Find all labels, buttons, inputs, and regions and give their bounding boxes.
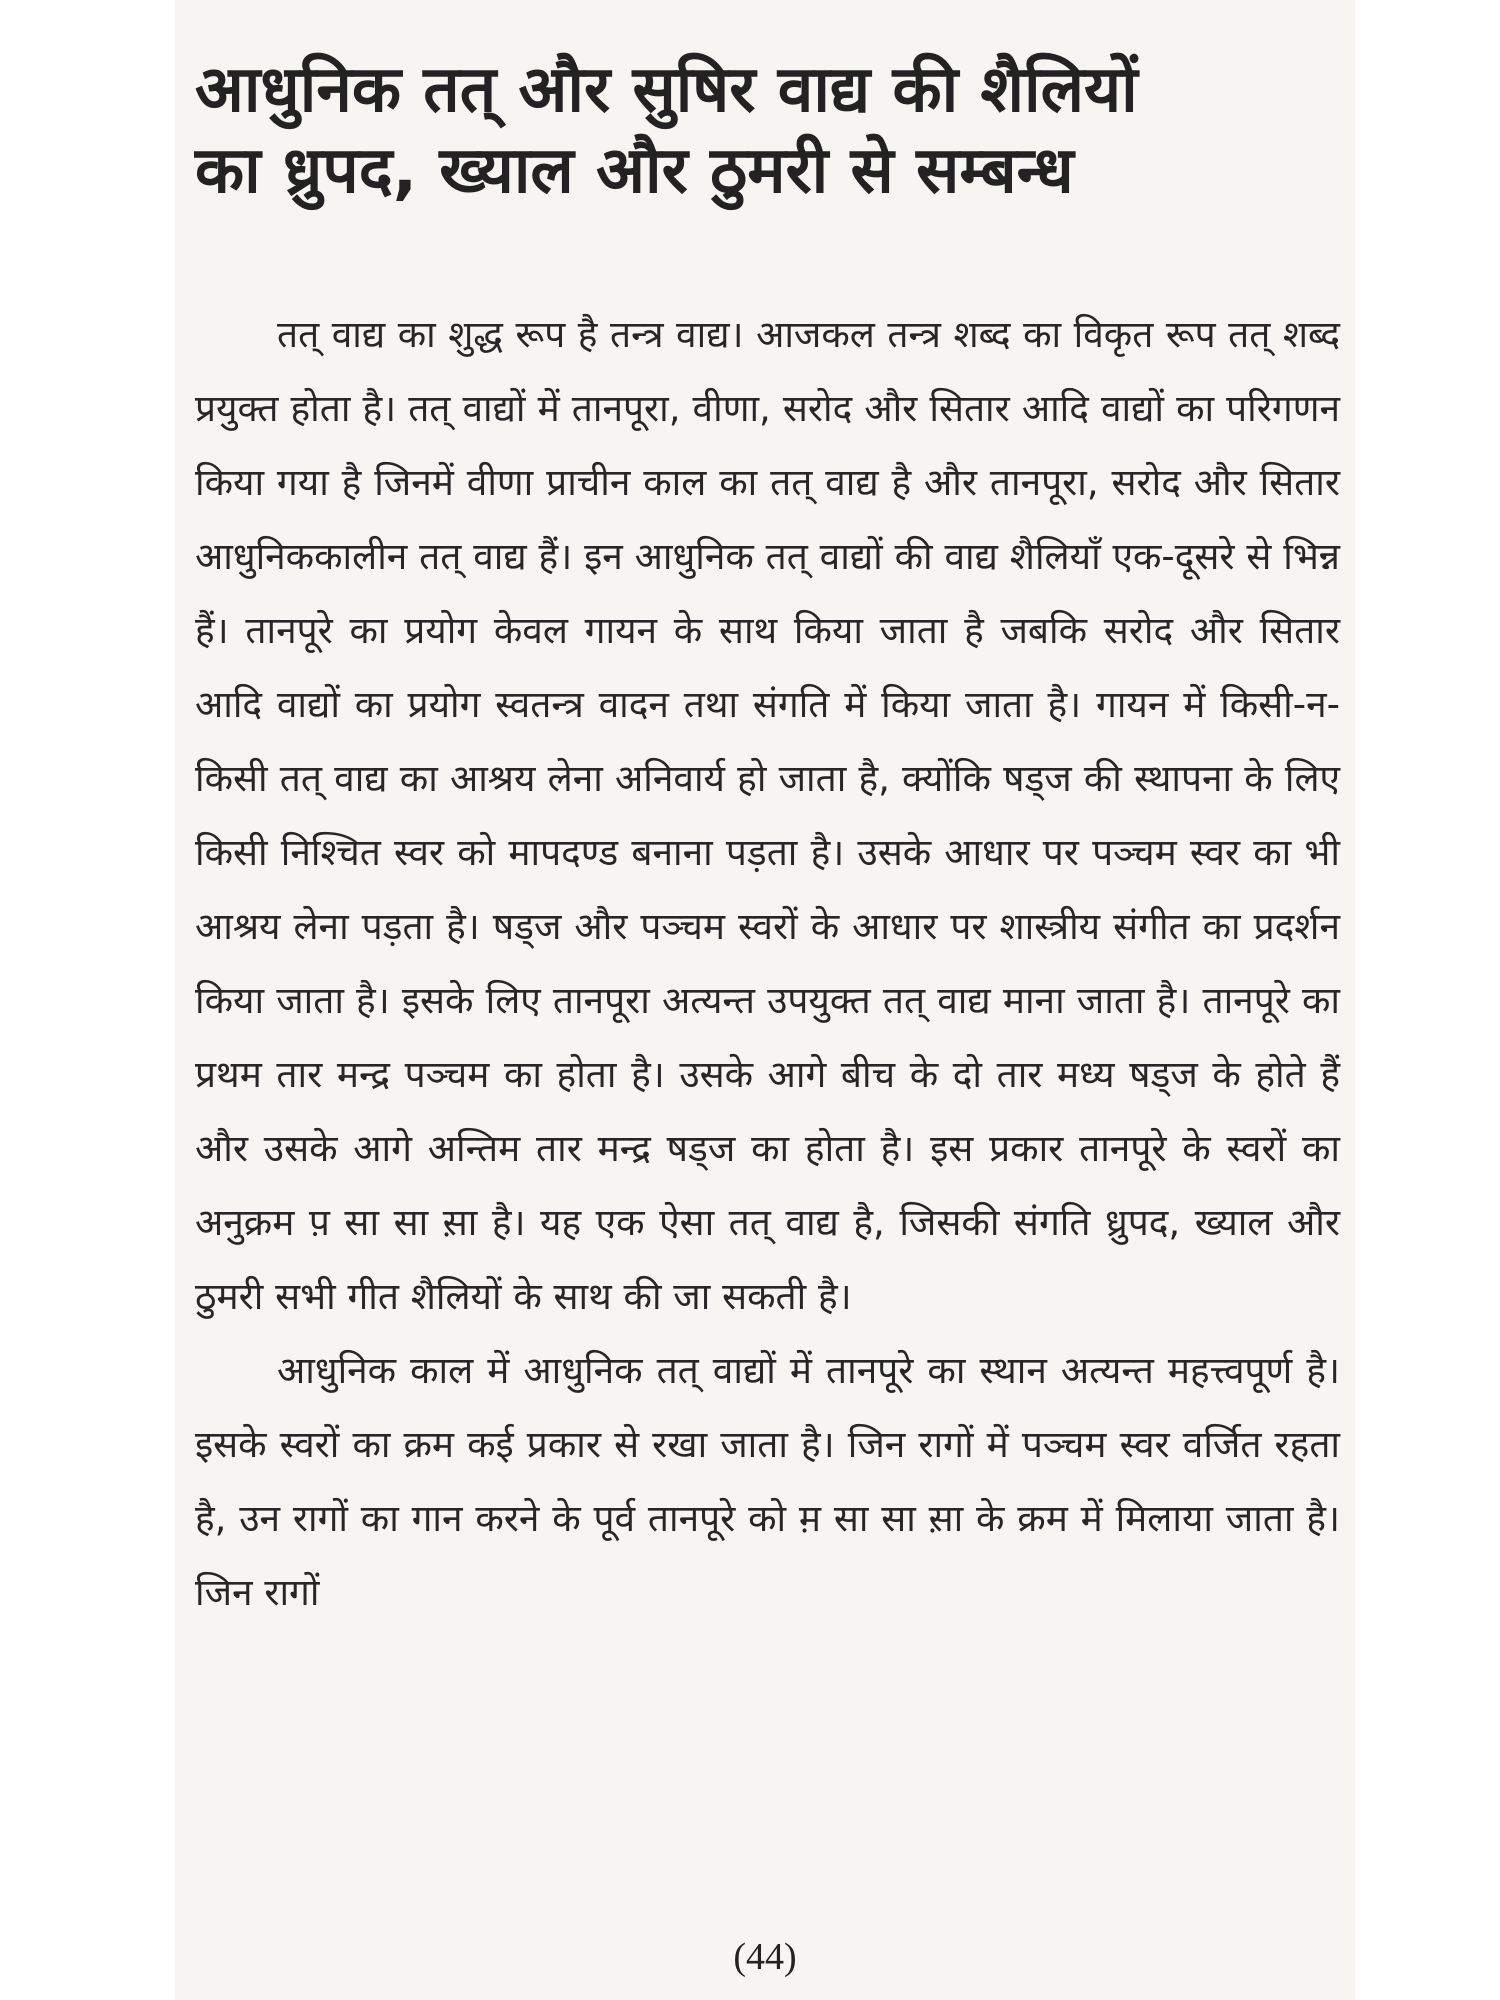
body-text bbox=[195, 298, 1340, 1630]
book-page bbox=[175, 0, 1355, 2000]
chapter-title-line-1: आधुनिक तत् और सुषिर वाद्य की शैलियों bbox=[195, 53, 1138, 127]
paragraph-1: तत् वाद्य का शुद्ध रूप है तन्त्र वाद्य। आजकल तन्त्र शब्द का विकृत रूप तत् शब्द प्रयुक्त होता है। तत् वाद्यों में तानपूरा, वीणा, सरोद और सितार आदि वाद्यों का परिगणन किया गया है जिनमें वीणा प्राचीन काल का तत् वाद्य है और तानपूरा, सरोद और सितार आधुनिककालीन तत् वाद्य हैं। इन आधुनिक तत् वाद्यों की वाद्य शैलियाँ एक-दूसरे से भिन्न हैं। तानपूरे का प्रयोग केवल गायन के साथ किया जाता है जबकि सरोद और सितार आदि वाद्यों का प्रयोग स्वतन्त्र वादन तथा संगति में किया जाता है। गायन में किसी-न-किसी तत् वाद्य का आश्रय लेना अनिवार्य हो जाता है, क्योंकि षड्ज की स्थापना के लिए किसी निश्चित स्वर को मापदण्ड बनाना पड़ता है। उसके आधार पर पञ्चम स्वर का भी आश्रय लेना पड़ता है। षड्ज और पञ्चम स्वरों के आधार पर शास्त्रीय संगीत का प्रदर्शन किया जाता है। इसके लिए तानपूरा अत्यन्त उपयुक्त तत् वाद्य माना जाता है। तानपूरे का प्रथम तार मन्द्र पञ्चम का होता है। उसके आगे बीच के दो तार मध्य षड्ज के होते हैं और उसके आगे अन्तिम तार मन्द्र षड्ज का होता है। इस प्रकार तानपूरे के स्वरों का अनुक्रम प़ सा सा स़ा है। यह एक ऐसा तत् वाद्य है, जिसकी संगति ध्रुपद, ख्याल और ठुमरी सभी गीत शैलियों के साथ की जा सकती है। bbox=[195, 313, 1340, 1318]
chapter-title bbox=[195, 50, 1355, 213]
paragraph-2: आधुनिक काल में आधुनिक तत् वाद्यों में तानपूरे का स्थान अत्यन्त महत्त्वपूर्ण है। इसके स्वरों का क्रम कई प्रकार से रखा जाता है। जिन रागों में पञ्चम स्वर वर्जित रहता है, उन रागों का गान करने के पूर्व तानपूरे को म़ सा सा स़ा के क्रम में मिलाया जाता है। जिन रागों bbox=[195, 1349, 1340, 1614]
chapter-title-line-2: का ध्रुपद, ख्याल और ठुमरी से सम्बन्ध bbox=[195, 134, 1074, 209]
page-number: (44) bbox=[733, 1936, 797, 1978]
